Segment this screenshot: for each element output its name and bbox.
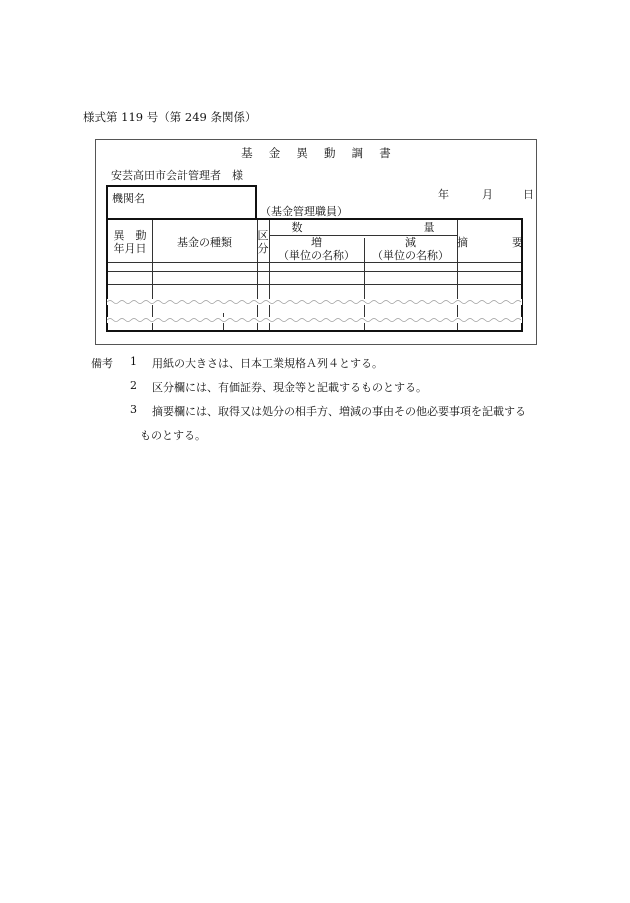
note-number: 2 bbox=[130, 379, 137, 392]
title-char: 動 bbox=[324, 146, 336, 160]
note-number: 1 bbox=[130, 355, 137, 368]
col-decrease-unit: （単位の名称） bbox=[372, 249, 449, 262]
notes-heading: 備考 bbox=[91, 357, 113, 370]
col-category-header bbox=[257, 229, 269, 255]
omission-wave bbox=[107, 299, 522, 305]
note-text: 区分欄には、有価証券、現金等と記載するものとする。 bbox=[152, 381, 427, 394]
col-quantity-header: 数 量 bbox=[291, 221, 435, 234]
col-category-label: 区 bbox=[257, 229, 269, 242]
col-date-label: 異 動 bbox=[113, 229, 147, 242]
note-number: 3 bbox=[130, 403, 137, 416]
date-day: 日 bbox=[523, 188, 534, 201]
col-remarks-header: 摘 要 bbox=[457, 236, 523, 249]
col-decrease-label: 減 bbox=[405, 236, 416, 249]
title-char: 書 bbox=[379, 146, 391, 160]
title-char: 基 bbox=[241, 146, 253, 160]
col-kind-header: 基金の種類 bbox=[177, 236, 232, 249]
title-char: 金 bbox=[268, 146, 281, 160]
title-char: 異 bbox=[296, 146, 308, 160]
manager-label: （基金管理職員） bbox=[260, 205, 348, 218]
form-title bbox=[95, 145, 537, 161]
title-char: 調 bbox=[351, 146, 364, 160]
row-divider bbox=[108, 271, 521, 272]
date-month: 月 bbox=[482, 188, 493, 201]
col-increase-header bbox=[269, 236, 364, 262]
note-text: 用紙の大きさは、日本工業規格Ａ列４とする。 bbox=[152, 357, 383, 370]
fund-table bbox=[106, 218, 523, 332]
omission-wave bbox=[107, 317, 522, 323]
col-increase-unit: （単位の名称） bbox=[278, 249, 355, 262]
addressee: 安芸高田市会計管理者 様 bbox=[111, 169, 243, 182]
note-continuation: ものとする。 bbox=[140, 429, 206, 442]
form-number: 様式第 119 号（第 249 条関係） bbox=[83, 110, 257, 124]
row-divider bbox=[108, 284, 521, 285]
note-text: 摘要欄には、取得又は処分の相手方、増減の事由その他必要事項を記載する bbox=[152, 405, 526, 418]
col-date-header bbox=[108, 229, 152, 255]
row-divider bbox=[108, 262, 521, 263]
date-year: 年 bbox=[438, 188, 449, 201]
col-decrease-header bbox=[364, 236, 457, 262]
col-increase-label: 増 bbox=[311, 236, 322, 249]
date-row bbox=[438, 186, 534, 202]
col-category-label: 分 bbox=[257, 242, 269, 255]
col-date-label: 年月日 bbox=[113, 242, 147, 255]
agency-label: 機関名 bbox=[112, 192, 145, 205]
